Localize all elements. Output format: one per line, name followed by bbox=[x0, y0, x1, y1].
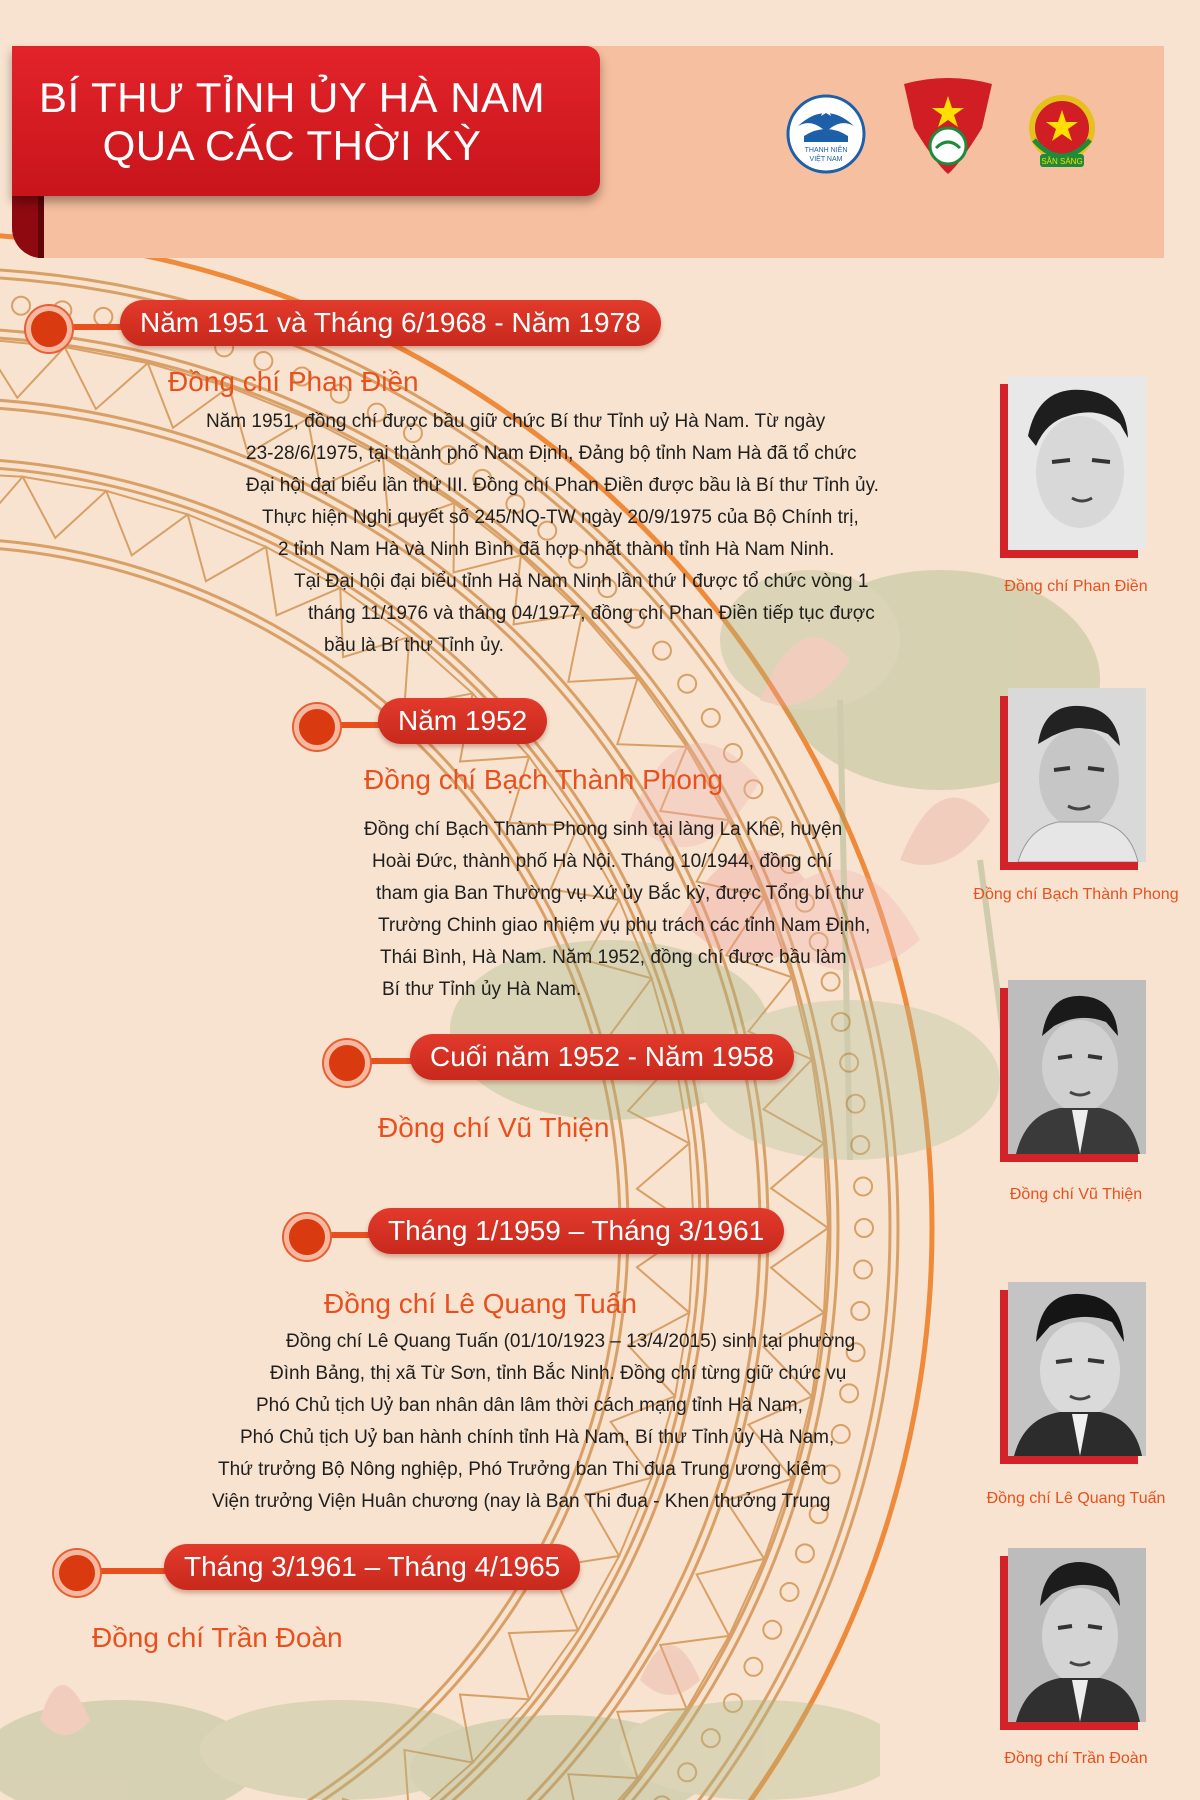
bio1-line7: tháng 11/1976 và tháng 04/1977, đồng chí Phan Điền tiếp tục được bbox=[308, 603, 875, 624]
bio1-line6: Tại Đại hội đại biểu tỉnh Hà Nam Ninh lần thứ I được tổ chức vòng 1 bbox=[294, 571, 869, 592]
bio1-line1: Năm 1951, đồng chí được bầu giữ chức Bí thư Tỉnh uỷ Hà Nam. Từ ngày bbox=[206, 411, 826, 432]
portrait-photo-5 bbox=[1008, 1548, 1146, 1722]
timeline-node-1 bbox=[26, 306, 72, 352]
bio1-line2: 23-28/6/1975, tại thành phố Nam Định, Đảng bộ tỉnh Nam Hà đã tổ chức bbox=[246, 443, 857, 464]
doi-thieu-nien-logo-icon bbox=[1020, 90, 1104, 174]
bio2-line6: Bí thư Tỉnh ủy Hà Nam. bbox=[382, 979, 582, 1000]
portrait-photo-4 bbox=[1008, 1282, 1146, 1456]
bio4-line6: Viện trưởng Viện Huân chương (nay là Ban Thi đua - Khen thưởng Trung bbox=[212, 1491, 831, 1512]
timeline-node-3 bbox=[324, 1040, 370, 1086]
bio1-line8: bầu là Bí thư Tỉnh ủy. bbox=[324, 635, 504, 656]
title-ribbon bbox=[12, 46, 600, 196]
portrait-caption-5: Đồng chí Trần Đoàn bbox=[1004, 1750, 1148, 1767]
portrait-caption-4: Đồng chí Lê Quang Tuấn bbox=[986, 1490, 1166, 1507]
timeline-node-5 bbox=[54, 1550, 100, 1596]
page-title-line2: QUA CÁC THỜI KỲ bbox=[102, 122, 482, 169]
person-name-2: Đồng chí Bạch Thành Phong bbox=[364, 764, 724, 795]
bio2-line3: tham gia Ban Thường vụ Xứ ủy Bắc kỳ, được Tổng bí thư bbox=[376, 883, 865, 904]
portrait-photo-3 bbox=[1008, 980, 1146, 1154]
thanh-nien-viet-nam-logo-icon bbox=[784, 92, 868, 176]
bio4-line2: Đình Bảng, thị xã Từ Sơn, tỉnh Bắc Ninh. Đồng chí từng giữ chức vụ bbox=[270, 1363, 847, 1384]
period-pill-3: Cuối năm 1952 - Năm 1958 bbox=[410, 1034, 794, 1080]
doan-thanh-nien-logo-icon bbox=[900, 78, 996, 178]
person-name-4: Đồng chí Lê Quang Tuấn bbox=[324, 1288, 637, 1319]
logo1-text-line2: VIỆT NAM bbox=[809, 156, 843, 163]
portrait-photo-1 bbox=[1008, 376, 1146, 550]
bio2-line2: Hoài Đức, thành phố Hà Nội. Tháng 10/1944, đồng chí bbox=[372, 851, 833, 872]
bio2-line1: Đồng chí Bạch Thành Phong sinh tại làng La Khê, huyện bbox=[364, 819, 843, 840]
portrait-caption-3: Đồng chí Vũ Thiện bbox=[1009, 1186, 1143, 1203]
period-pill-5: Tháng 3/1961 – Tháng 4/1965 bbox=[164, 1544, 580, 1590]
person-name-5: Đồng chí Trần Đoàn bbox=[92, 1622, 343, 1653]
bio2-line4: Trường Chinh giao nhiệm vụ phụ trách các tỉnh Nam Định, bbox=[378, 915, 871, 936]
bio4-line5: Thứ trưởng Bộ Nông nghiệp, Phó Trưởng ban Thi đua Trung ương kiêm bbox=[218, 1459, 827, 1480]
portrait-photo-2 bbox=[1008, 688, 1146, 862]
bio4-line4: Phó Chủ tịch Uỷ ban hành chính tỉnh Hà Nam, Bí thư Tỉnh ủy Hà Nam, bbox=[240, 1427, 835, 1448]
portrait-caption-2: Đồng chí Bạch Thành Phong bbox=[973, 886, 1179, 903]
timeline-node-4 bbox=[284, 1214, 330, 1260]
page-title-line1: BÍ THƯ TỈNH ỦY HÀ NAM bbox=[38, 74, 546, 121]
bio4-line1: Đồng chí Lê Quang Tuấn (01/10/1923 – 13/4/2015) sinh tại phường bbox=[286, 1331, 856, 1352]
bio4-line3: Phó Chủ tịch Uỷ ban nhân dân lâm thời cách mạng tỉnh Hà Nam, bbox=[256, 1395, 803, 1416]
person-name-3: Đồng chí Vũ Thiện bbox=[378, 1112, 610, 1143]
logo3-text: SẴN SÀNG bbox=[1041, 157, 1083, 166]
person-name-1: Đồng chí Phan Điền bbox=[168, 366, 419, 397]
bio1-line4: Thực hiện Nghị quyết số 245/NQ-TW ngày 20/9/1975 của Bộ Chính trị, bbox=[262, 507, 859, 528]
biography-4 bbox=[210, 1326, 940, 1518]
period-pill-1: Năm 1951 và Tháng 6/1968 - Năm 1978 bbox=[120, 300, 661, 346]
portrait-caption-1: Đồng chí Phan Điền bbox=[1004, 578, 1148, 595]
period-pill-4: Tháng 1/1959 – Tháng 3/1961 bbox=[368, 1208, 784, 1254]
logo1-text-line1: THANH NIÊN bbox=[804, 147, 848, 154]
biography-2 bbox=[364, 814, 940, 1006]
bio1-line3: Đại hội đại biểu lần thứ III. Đồng chí Phan Điền được bầu là Bí thư Tỉnh ủy. bbox=[246, 475, 879, 496]
timeline-node-2 bbox=[294, 704, 340, 750]
bio1-line5: 2 tỉnh Nam Hà và Ninh Bình đã hợp nhất thành tỉnh Hà Nam Ninh. bbox=[278, 539, 835, 560]
biography-1 bbox=[190, 406, 960, 662]
ribbon-curl-shadow bbox=[38, 196, 44, 258]
bio2-line5: Thái Bình, Hà Nam. Năm 1952, đồng chí được bầu làm bbox=[380, 947, 847, 968]
period-pill-2: Năm 1952 bbox=[378, 698, 547, 744]
